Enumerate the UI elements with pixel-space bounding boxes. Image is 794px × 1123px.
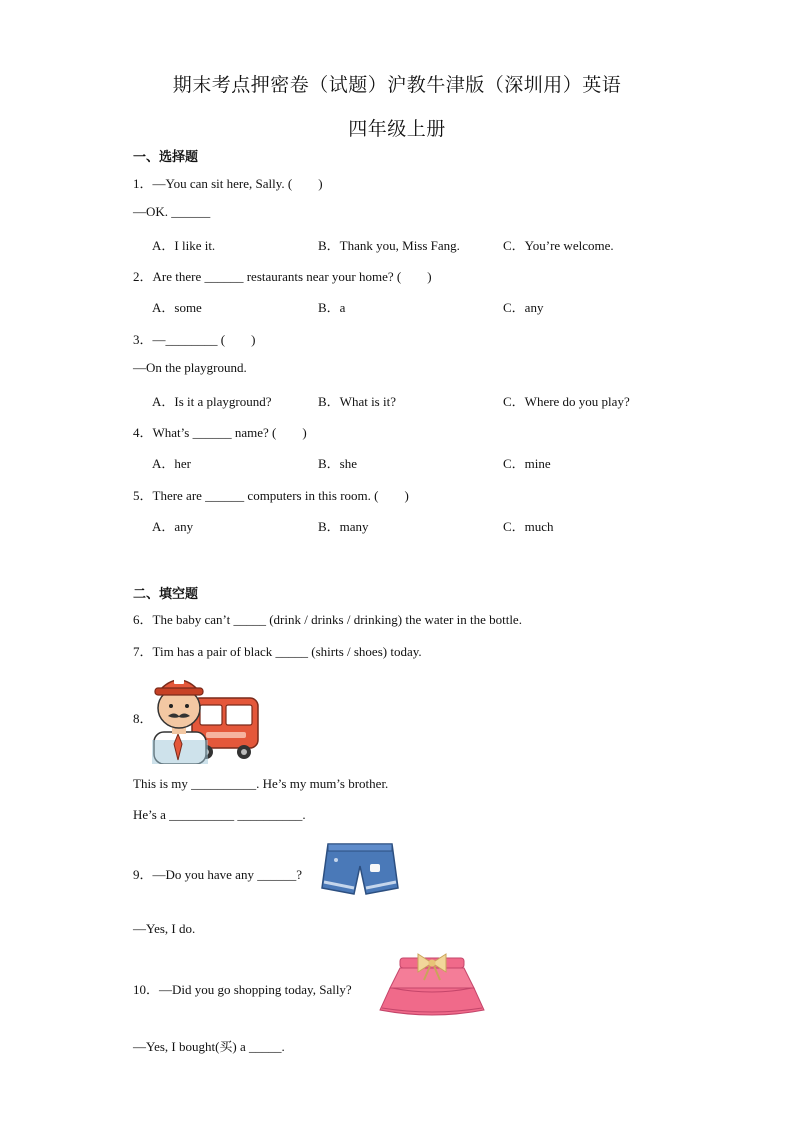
question-8-line2: He’s a __________ __________. [133, 807, 306, 822]
question-5-option-b[interactable]: B．many [318, 519, 369, 534]
question-3-stem: 3．—________ ( ) [133, 332, 256, 347]
question-1-option-c[interactable]: C．You’re welcome. [503, 238, 614, 253]
question-5-option-a[interactable]: A．any [152, 519, 194, 534]
question-9-reply: —Yes, I do. [133, 921, 196, 936]
question-4-option-c[interactable]: C．mine [503, 456, 551, 471]
question-3-option-a[interactable]: A．Is it a playground? [152, 394, 272, 409]
page-subtitle: 四年级上册 [348, 118, 446, 140]
question-9-stem: 9．—Do you have any ______? [133, 867, 302, 882]
question-2-option-a[interactable]: A．some [152, 300, 202, 315]
question-1-option-a[interactable]: A．I like it. [152, 238, 216, 253]
question-3-option-c[interactable]: C．Where do you play? [503, 394, 630, 409]
question-3-reply: —On the playground. [133, 360, 247, 375]
question-1-reply: —OK. ______ [133, 204, 211, 219]
question-2-option-c[interactable]: C．any [503, 300, 544, 315]
question-8-number: 8． [133, 711, 153, 726]
question-2-option-b[interactable]: B．a [318, 300, 346, 315]
question-1-stem: 1．—You can sit here, Sally. ( ) [133, 176, 323, 191]
question-2-stem: 2．Are there ______ restaurants near your home? ( ) [133, 269, 432, 284]
question-8-line1: This is my __________. He’s my mum’s brother. [133, 776, 389, 791]
pink-skirt-picture [378, 948, 486, 1020]
section-heading-fill: 二、填空题 [133, 587, 199, 602]
question-3-option-b[interactable]: B．What is it? [318, 394, 396, 409]
question-10-reply: —Yes, I bought(买) a _____. [133, 1039, 285, 1054]
question-4-option-a[interactable]: A．her [152, 456, 191, 471]
denim-shorts-picture [320, 840, 400, 898]
question-1-option-b[interactable]: B．Thank you, Miss Fang. [318, 238, 460, 253]
page-title: 期末考点押密卷（试题）沪教牛津版（深圳用）英语 [172, 74, 622, 96]
section-heading-choice: 一、选择题 [133, 150, 199, 165]
bus-driver-picture [150, 666, 260, 764]
question-7-stem: 7．Tim has a pair of black _____ (shirts / shoes) today. [133, 644, 422, 659]
question-10-stem: 10．—Did you go shopping today, Sally? [133, 982, 352, 997]
question-4-stem: 4．What’s ______ name? ( ) [133, 425, 307, 440]
question-5-stem: 5．There are ______ computers in this room. ( ) [133, 488, 409, 503]
question-6-stem: 6．The baby can’t _____ (drink / drinks / drinking) the water in the bottle. [133, 612, 522, 627]
question-4-option-b[interactable]: B．she [318, 456, 358, 471]
question-5-option-c[interactable]: C．much [503, 519, 554, 534]
